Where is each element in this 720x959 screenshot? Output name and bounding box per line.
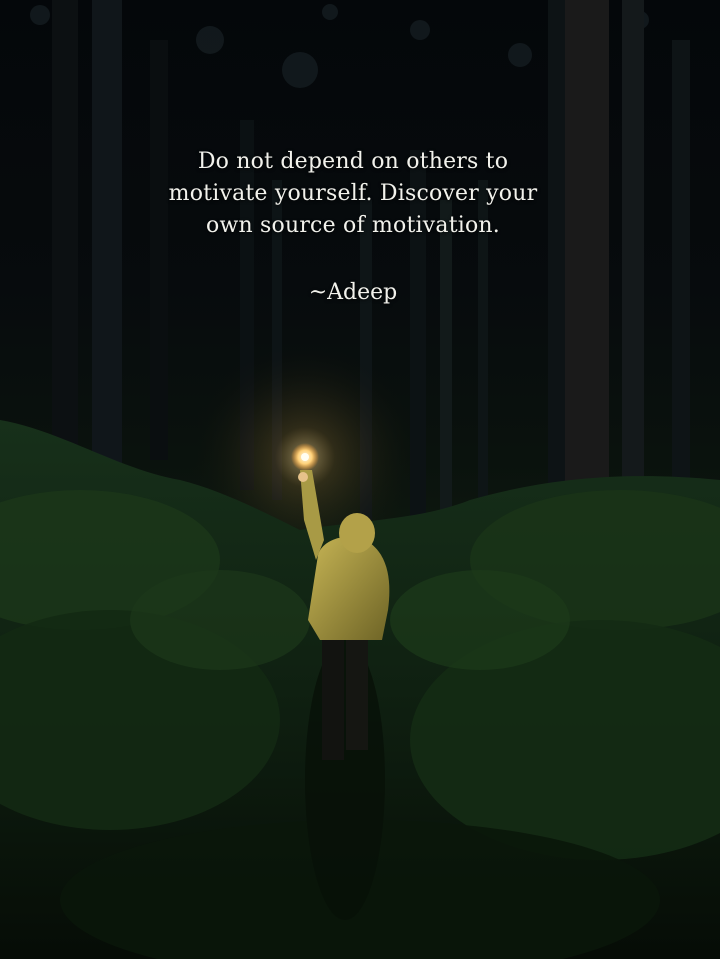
quote-text (0, 146, 706, 242)
quote-author: ~Adeep (308, 280, 398, 305)
quote-line: Do not depend on others to (197, 149, 509, 174)
flame-icon (291, 443, 319, 471)
quote-line: motivate yourself. Discover your (168, 181, 538, 206)
quote-line: own source of motivation. (206, 213, 500, 238)
